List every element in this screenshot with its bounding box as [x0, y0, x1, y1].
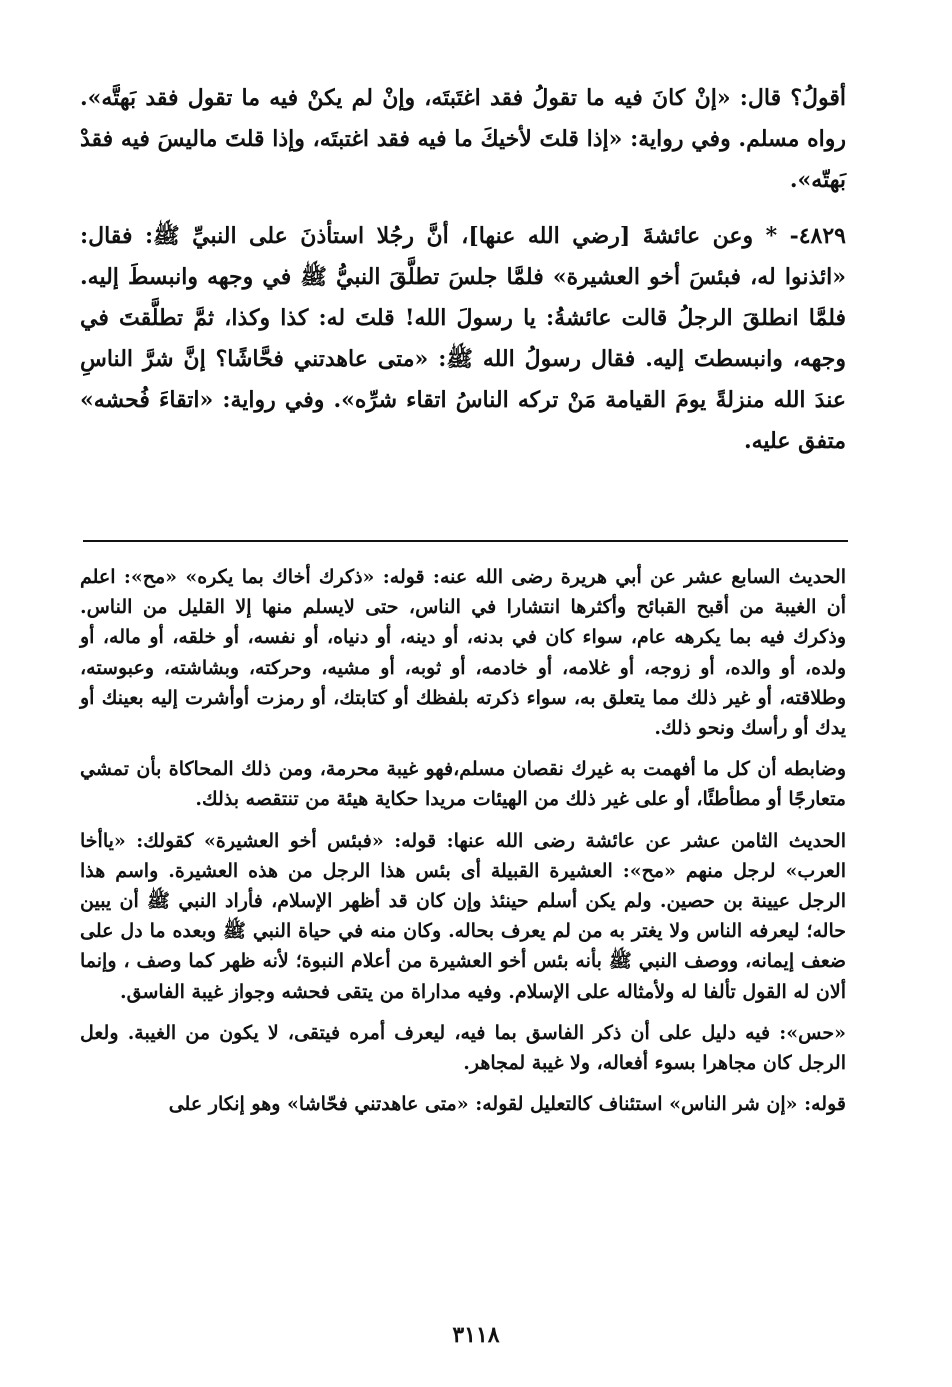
main-text — [80, 78, 846, 462]
footnote-divider — [83, 540, 848, 542]
hadith-4829-paragraph: ٤٨٢٩- * وعن عائشةَ [رضي الله عنها]، أنَّ رجُلا استأذنَ على النبيِّ ﷺ: فقال: «ائذنوا له، فبئسَ أخو العشيرة» فلمَّا جلسَ تطلَّقَ النبيُّ ﷺ في وجهه وانبسطَ إليه. فلمَّا انطلقَ الرجلُ قالت عائشةُ: يا رسولَ الله! قلتَ له: كذا وكذا، ثمَّ تطلَّقتَ في وجهه، وانبسطتَ إليه. فقال رسولُ الله ﷺ: «متى عاهدتني فحَّاشًا؟ إنَّ شرَّ الناسِ عندَ الله منزلةً يومَ القيامة مَنْ تركه الناسُ اتقاء شرِّه». وفي رواية: «اتقاءَ فُحشه» متفق عليه. — [80, 223, 846, 454]
main-paragraph-1: أقولُ؟ قال: «إنْ كانَ فيه ما تقولُ فقد اغتَبتَه، وإنْ لم يكنْ فيه ما تقول فقد بَهتَّه». رواه مسلم. وفي رواية: «إذا قلتَ لأخيكَ ما فيه فقد اغتبتَه، وإذا قلتَ ماليسَ فيه فقدْ بَهتّه». — [80, 85, 846, 193]
commentary-notes — [80, 562, 846, 1119]
note-paragraph-3: الحديث الثامن عشر عن عائشة رضى الله عنها: قوله: «فبئس أخو العشيرة» كقولك: «ياأخا العرب» لرجل منهم «مح»: العشيرة القبيلة أى بئس هذا الرجل من هذه العشيرة. واسم هذا الرجل عيينة بن حصين. ولم يكن أسلم حينئذ وإن كان قد أظهر الإسلام، فأراد النبي ﷺ أن يبين حاله؛ ليعرفه الناس ولا يغتر به من لم يعرف بحاله. وكان منه في حياة النبي ﷺ وبعده ما دل على ضعف إيمانه، ووصف النبي ﷺ بأنه بئس أخو العشيرة من أعلام النبوة؛ لأنه ظهر كما وصف ، وإنما ألان له القول تألفا له ولأمثاله على الإسلام. وفيه مداراة من يتقى فحشه وجواز غيبة الفاسق. — [80, 829, 846, 1003]
note-paragraph-1: الحديث السابع عشر عن أبي هريرة رضى الله عنه: قوله: «ذكرك أخاك بما يكره» «مح»: اعلم أن الغيبة من أقبح القبائح وأكثرها انتشارا في الناس، حتى لايسلم منها إلا القليل من الناس. وذكرك فيه بما يكرهه عام، سواء كان في بدنه، أو دينه، أو دنياه، أو نفسه، أو خلقه، أو ماله، أو ولده، أو والده، أو زوجه، أو غلامه، أو خادمه، أو ثوبه، أو مشيه، وحركته، وبشاشته، وعبوسته، وطلاقته، أو غير ذلك مما يتعلق به، سواء ذكرته بلفظك أو كتابتك، أو رمزت أوأشرت إليه بعينك أو يدك أو رأسك ونحو ذلك. — [80, 566, 847, 740]
note-paragraph-2: وضابطه أن كل ما أفهمت به غيرك نقصان مسلم،فهو غيبة محرمة، ومن ذلك المحاكاة بأن تمشي متعارجًا أو مطأطئًا، أو على غير ذلك من الهيئات مريدا حكاية هيئة من تنتقصه بذلك. — [80, 758, 846, 811]
note-paragraph-5: قوله: «إن شر الناس» استئناف كالتعليل لقوله: «متى عاهدتني فحّاشا» وهو إنكار على — [168, 1093, 846, 1116]
note-paragraph-4: «حس»: فيه دليل على أن ذكر الفاسق بما فيه، ليعرف أمره فيتقى، لا يكون من الغيبة. ولعل الرجل كان مجاهرا بسوء أفعاله، ولا غيبة لمجاهر. — [80, 1021, 846, 1075]
page-number: ٣١١٨ — [452, 1322, 500, 1348]
